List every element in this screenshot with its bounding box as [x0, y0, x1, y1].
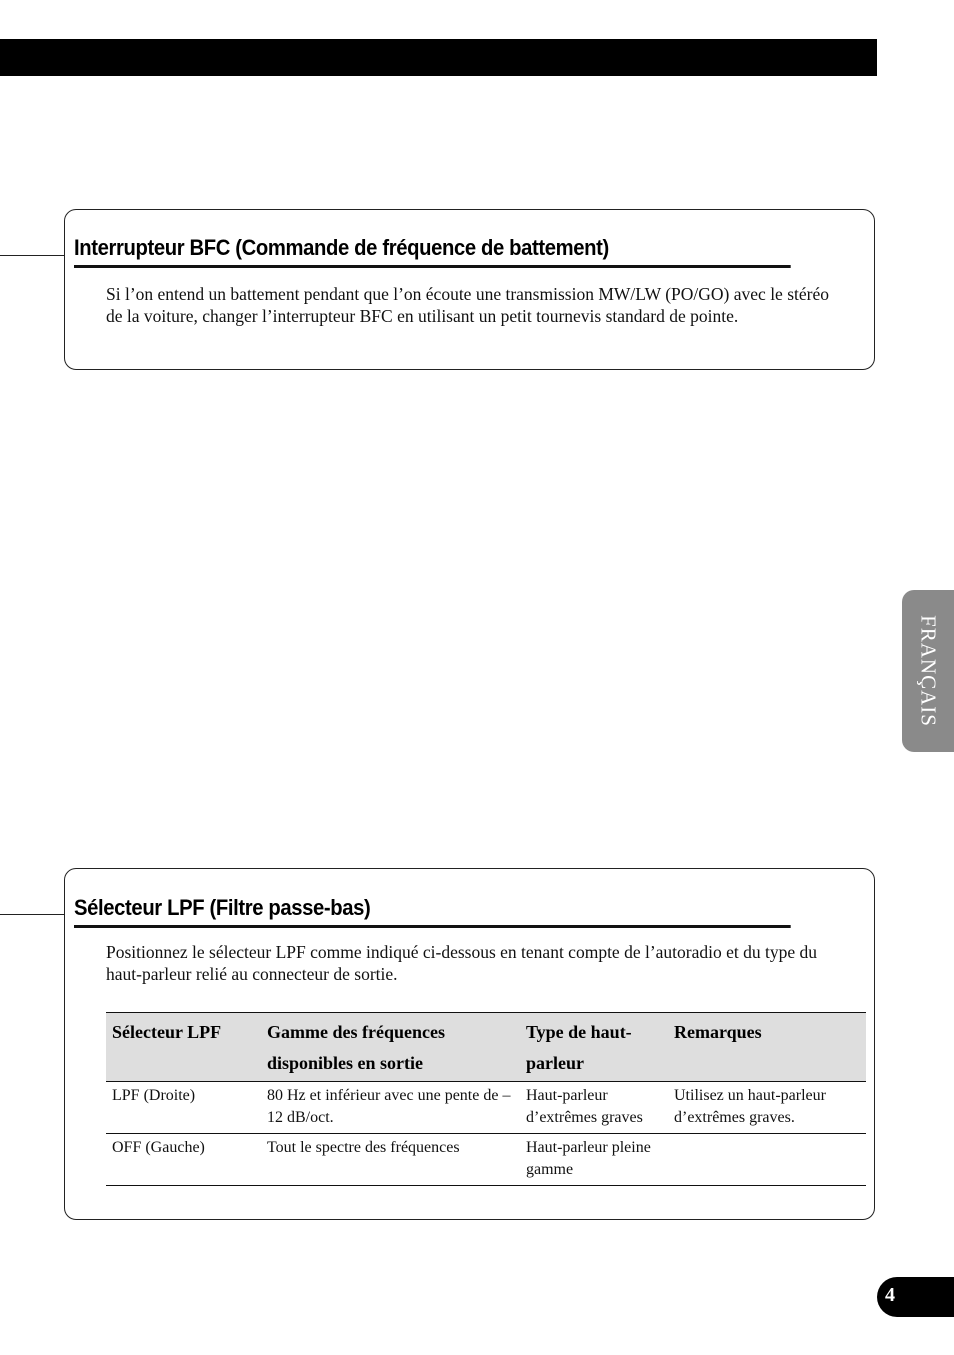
page-number-badge: [877, 1277, 954, 1317]
table-cell: Haut-parleur d’extrêmes graves: [520, 1082, 668, 1134]
section-leader-line: [0, 255, 65, 256]
table-cell: LPF (Droite): [106, 1082, 261, 1134]
table-cell: [668, 1134, 866, 1186]
table-row: [106, 1134, 866, 1186]
table-header-cell: Remarques: [668, 1013, 866, 1082]
section-bfc-switch: [64, 209, 875, 370]
top-header-bar: [0, 39, 877, 76]
language-tab-label: FRANÇAIS: [916, 615, 941, 727]
section-heading: Sélecteur LPF (Filtre passe-bas): [74, 895, 791, 928]
table-cell: Haut-parleur pleine gamme: [520, 1134, 668, 1186]
table-cell: 80 Hz et inférieur avec une pente de –12 dB/oct.: [261, 1082, 520, 1134]
lpf-settings-table: [106, 1012, 866, 1186]
language-tab: [902, 590, 954, 752]
table-cell: Tout le spectre des fréquences: [261, 1134, 520, 1186]
table-header-cell: Sélecteur LPF: [106, 1013, 261, 1082]
table-row: [106, 1082, 866, 1134]
table-header-cell: Type de haut-parleur: [520, 1013, 668, 1082]
table-header-row: [106, 1013, 866, 1082]
section-heading: Interrupteur BFC (Commande de fréquence de battement): [74, 235, 791, 268]
table-cell: OFF (Gauche): [106, 1134, 261, 1186]
section-paragraph: Si l’on entend un battement pendant que l’on écoute une transmission MW/LW (PO/GO) avec le stéréo de la voiture, changer l’interrupteur BFC en utilisant un petit tournevis standard de pointe.: [106, 284, 829, 326]
section-paragraph: Positionnez le sélecteur LPF comme indiqué ci-dessous en tenant compte de l’autoradio et du type du haut-parleur relié au connecteur de sortie.: [106, 942, 817, 984]
table-cell: Utilisez un haut-parleur d’extrêmes graves.: [668, 1082, 866, 1134]
table-header-cell: Gamme des fréquences disponibles en sortie: [261, 1013, 520, 1082]
section-lpf-selector: [64, 868, 875, 1220]
section-leader-line: [0, 914, 65, 915]
page-number: 4: [885, 1284, 895, 1306]
